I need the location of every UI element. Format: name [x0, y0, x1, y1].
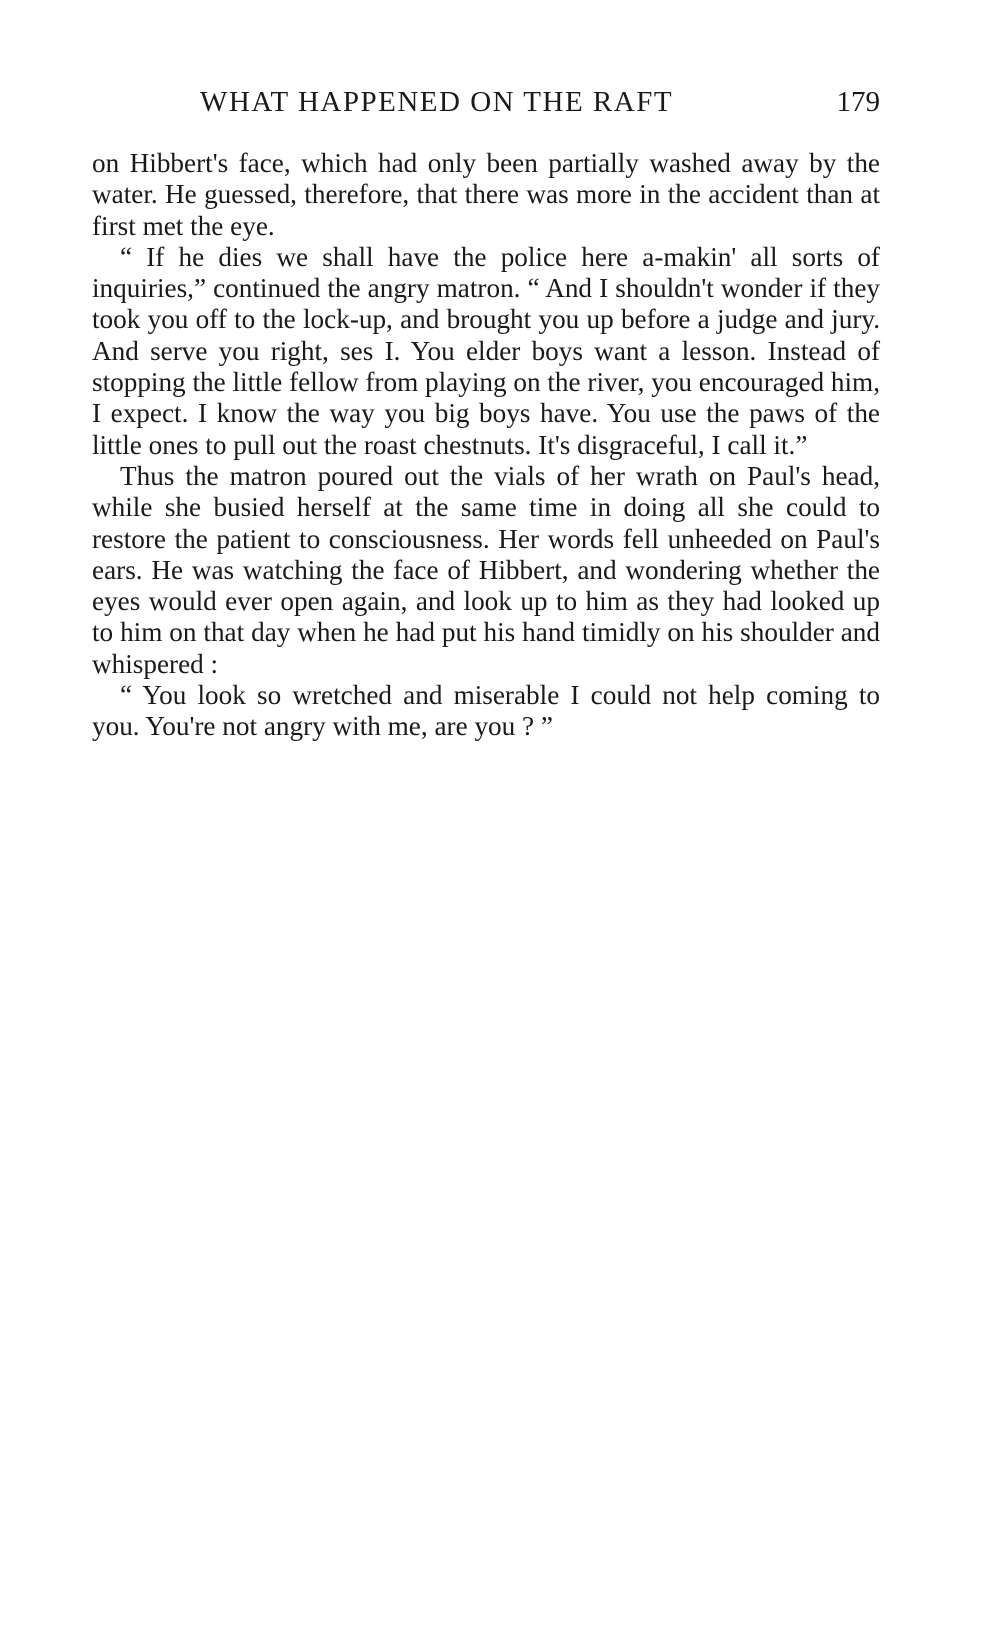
paragraph-2: “ If he dies we shall have the police here a-makin' all sorts of inquiries,” continued the angry matron. “ And I shouldn't wonder if they took you off to the lock-up, and brought you up before a judge and jury. And serve you right, ses I. You elder boys want a lesson. Instead of stopping the little fellow from playing on the river, you encouraged him, I expect. I know the way you big boys have. You use the paws of the little ones to pull out the roast chestnuts. It's disgraceful, I call it.”: [92, 241, 880, 460]
running-head: [92, 86, 880, 126]
body-text: [92, 148, 880, 743]
page-number: 179: [836, 86, 880, 118]
running-title: WHAT HAPPENED ON THE RAFT: [200, 86, 674, 118]
paragraph-1: on Hibbert's face, which had only been partially washed away by the water. He guessed, therefore, that there was more in the accident than at first met the eye.: [92, 148, 880, 241]
paragraph-4: “ You look so wretched and miserable I could not help coming to you. You're not angry with me, are you ? ”: [92, 680, 880, 742]
paragraph-3: Thus the matron poured out the vials of her wrath on Paul's head, while she busied herself at the same time in doing all she could to restore the patient to consciousness. Her words fell unheeded on Paul's ears. He was watching the face of Hibbert, and wondering whether the eyes would ever open again, and look up to him as they had looked up to him on that day when he had put his hand timidly on his shoulder and whispered :: [92, 460, 880, 679]
